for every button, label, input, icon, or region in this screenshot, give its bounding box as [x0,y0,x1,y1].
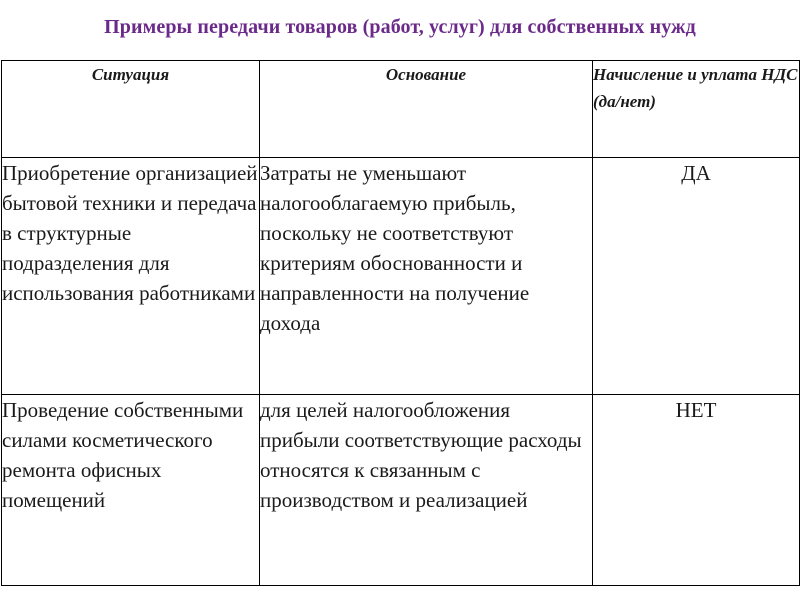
table-row [2,395,800,586]
table-row [2,158,800,395]
table-header-row [2,61,800,158]
header-basis: Основание [260,61,593,158]
cell-vat: ДА [593,158,800,395]
cell-situation: Проведение собственными силами косметического ремонта офисных помещений [2,395,260,586]
cell-situation: Приобретение организацией бытовой техники и передача в структурные подразделения для использования работниками [2,158,260,395]
header-vat: Начисление и уплата НДС (да/нет) [593,61,800,158]
page-title: Примеры передачи товаров (работ, услуг) для собственных нужд [104,16,696,38]
examples-table [1,60,800,586]
header-situation: Ситуация [2,61,260,158]
cell-basis: для целей налогообложения прибыли соответствующие расходы относятся к связанным с производством и реализацией [260,395,593,586]
cell-vat: НЕТ [593,395,800,586]
cell-basis: Затраты не уменьшают налогооблагаемую прибыль, поскольку не соответствуют критериям обоснованности и направленности на получение дохода [260,158,593,395]
